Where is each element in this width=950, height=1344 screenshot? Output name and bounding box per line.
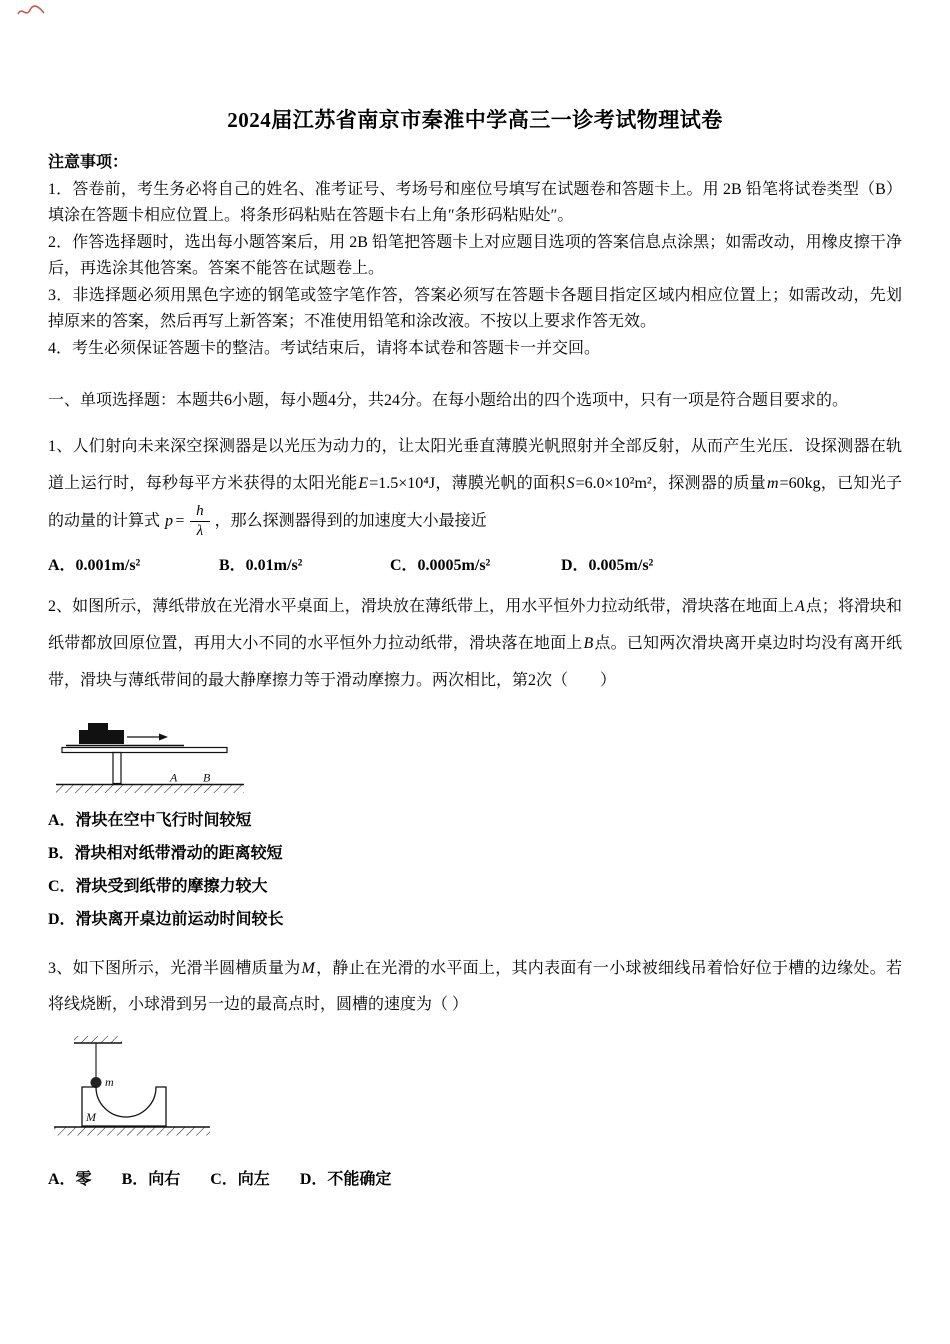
landing-point-a-label: A bbox=[170, 770, 178, 785]
groove-mass-label: M bbox=[86, 1110, 96, 1125]
table-top bbox=[62, 748, 227, 753]
q3-options bbox=[48, 1166, 902, 1189]
q1-text-part: 1、人们射向未来深空探测器是以光压为动力的，让太阳光垂直薄膜光帆照射并全部反射，从而产生光压．设探测器在轨道上运行时，每秒每平方米获得的太阳光能 bbox=[48, 437, 902, 492]
q2-table-figure bbox=[50, 709, 250, 797]
notice-section bbox=[48, 150, 902, 362]
point-b-ref: B bbox=[583, 634, 594, 652]
paper-title: 2024届江苏省南京市秦淮中学高三一诊考试物理试卷 bbox=[227, 108, 723, 132]
q3-text-part: 3、如下图所示，光滑半圆槽质量为 bbox=[48, 959, 301, 977]
q1-text-part: =1.5×10⁴J，薄膜光帆的面积 bbox=[369, 474, 566, 492]
momentum-formula bbox=[165, 503, 210, 541]
formula-fraction bbox=[190, 503, 210, 541]
question-1 bbox=[48, 429, 902, 575]
formula-equals: = bbox=[174, 511, 186, 529]
ceiling-hatching bbox=[74, 1036, 122, 1043]
q1-text-part: =6.0×10²m²，探测器的质量 bbox=[575, 474, 766, 492]
q3-option-b: B．向右 bbox=[121, 1171, 181, 1189]
q3-groove-figure bbox=[50, 1034, 250, 1152]
q2-option-a: A．滑块在空中飞行时间较短 bbox=[48, 812, 252, 830]
formula-lhs: p bbox=[165, 511, 174, 529]
notice-item-1: 1．答卷前，考生务必将自己的姓名、准考证号、考场号和座位号填写在试题卷和答题卡上。用 2B 铅笔将试卷类型（B）填涂在答题卡相应位置上。将条形码粘贴在答题卡右上角″条形码粘贴处″。 bbox=[48, 180, 902, 225]
var-energy: E bbox=[358, 474, 369, 492]
notice-item-3: 3．非选择题必须用黑色字迹的钢笔或签字笔作答，答案必须写在答题卡各题目指定区域内相应位置上；如需改动，先划掉原来的答案，然后再写上新答案；不准使用铅笔和涂改液。不按以上要求作答无效。 bbox=[48, 286, 902, 331]
landing-point-b-label: B bbox=[203, 770, 211, 785]
q1-options bbox=[48, 552, 902, 575]
q1-option-c: C．0.0005m/s² bbox=[390, 557, 491, 575]
groove-mass-ref: M bbox=[301, 959, 315, 977]
q2-option-c: C．滑块受到纸带的摩擦力较大 bbox=[48, 878, 268, 895]
formula-denominator: λ bbox=[196, 522, 204, 539]
var-mass: m bbox=[766, 474, 779, 492]
q2-option-d: D．滑块离开桌边前运动时间较长 bbox=[48, 910, 284, 928]
q3-option-d: D．不能确定 bbox=[299, 1171, 392, 1189]
table-leg bbox=[113, 753, 121, 784]
q3-text-part: ，静止在光滑的水平面上，其内表面有一小球被细线吊着恰好位于槽的边缘处。若将线烧断，小球滑到另一边的最高点时，圆槽的速度为（ ） bbox=[48, 959, 902, 1014]
notice-heading: 注意事项： bbox=[48, 154, 129, 171]
ball-mass-label: m bbox=[105, 1075, 114, 1090]
q2-options bbox=[48, 805, 902, 936]
q2-option-b: B．滑块相对纸带滑动的距离较短 bbox=[48, 845, 283, 863]
q1-text-part: ，那么探测器得到的加速度大小最接近 bbox=[214, 511, 487, 529]
q1-option-b: B．0.01m/s² bbox=[219, 557, 303, 575]
q3-option-a: A．零 bbox=[48, 1171, 92, 1189]
notice-item-2: 2．作答选择题时，选出每小题答案后，用 2B 铅笔把答题卡上对应题目选项的答案信息点涂黑；如需改动，用橡皮擦干净后，再选涂其他答案。答案不能答在试题卷上。 bbox=[48, 233, 902, 278]
q3-option-c: C．向左 bbox=[210, 1171, 270, 1189]
var-area: S bbox=[566, 474, 575, 492]
q2-text-part: 点；将滑块和纸带都放回原位置，再用大小不同的水平恒外力拉动纸带，滑块落在地面上 bbox=[48, 598, 902, 652]
ball bbox=[91, 1077, 102, 1088]
q2-text-part: 点。已知两次滑块离开桌边时均没有离开纸带，滑块与薄纸带间的最大静摩擦力等于滑动摩擦力。两次相比，第2次（ ） bbox=[48, 634, 902, 689]
point-a-ref: A bbox=[794, 598, 805, 616]
q3-text bbox=[48, 951, 902, 1025]
q1-option-a: A．0.001m/s² bbox=[48, 557, 141, 575]
notice-item-4: 4．考生必须保证答题卡的整洁。考试结束后，请将本试卷和答题卡一并交回。 bbox=[48, 339, 601, 357]
q1-text bbox=[48, 429, 902, 540]
q1-option-d: D．0.005m/s² bbox=[561, 557, 654, 575]
pull-arrow-head bbox=[159, 734, 168, 741]
question-3 bbox=[48, 951, 902, 1190]
section-heading: 一、单项选择题：本题共6小题，每小题4分，共24分。在每小题给出的四个选项中，只有一项是符合题目要求的。 bbox=[48, 392, 849, 410]
slider-block bbox=[79, 730, 124, 744]
ground-hatching bbox=[54, 1128, 210, 1136]
formula-numerator: h bbox=[190, 503, 210, 522]
question-2 bbox=[48, 589, 902, 937]
ground-hatching bbox=[56, 785, 244, 793]
slider-block-top bbox=[88, 723, 108, 731]
q2-text bbox=[48, 589, 902, 699]
red-scan-artifact-icon bbox=[16, 4, 46, 20]
q2-text-part: 2、如图所示，薄纸带放在光滑水平桌面上，滑块放在薄纸带上，用水平恒外力拉动纸带，滑块落在地面上 bbox=[48, 598, 794, 616]
q1-text-part: =60kg，已知光子的动量的计算式 bbox=[48, 474, 902, 529]
